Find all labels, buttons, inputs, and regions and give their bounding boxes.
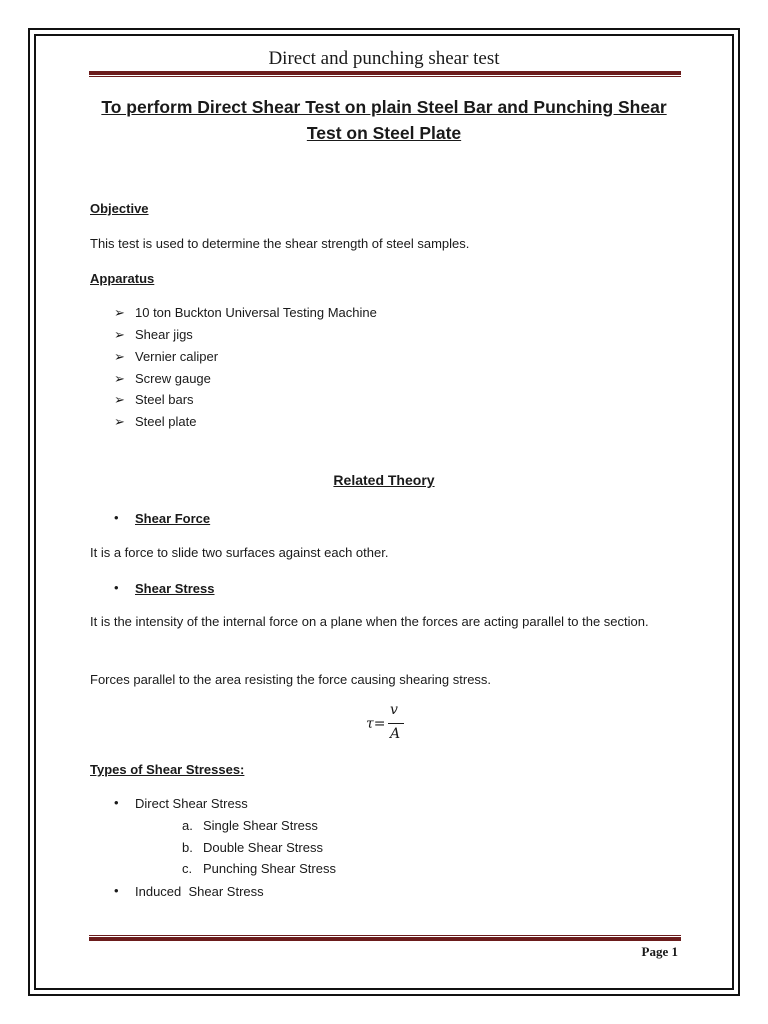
sub-item: Double Shear Stress	[203, 840, 323, 855]
direct-shear-item: Direct Shear Stress	[135, 796, 248, 811]
shear-stress-text-2: Forces parallel to the area resisting the force causing shearing stress.	[90, 672, 492, 687]
shear-force-text: It is a force to slide two surfaces against each other.	[90, 545, 389, 560]
objective-text: This test is used to determine the shear strength of steel samples.	[90, 236, 470, 251]
arrow-bullet-icon: ➢	[114, 414, 125, 429]
apparatus-item: Shear jigs	[135, 327, 193, 342]
arrow-bullet-icon: ➢	[114, 349, 125, 364]
induced-shear-item: Induced Shear Stress	[135, 884, 264, 899]
sub-marker: a.	[182, 818, 193, 833]
bullet-icon: •	[114, 795, 119, 810]
document-title	[90, 94, 678, 146]
footer-rule	[89, 934, 681, 941]
fraction-bar	[388, 723, 404, 724]
formula-denominator: A	[390, 726, 401, 742]
apparatus-item: 10 ton Buckton Universal Testing Machine	[135, 305, 377, 320]
apparatus-item: Steel plate	[135, 414, 197, 429]
title-line-1: To perform Direct Shear Test on plain Steel Bar and Punching Shear	[101, 97, 667, 117]
theory-heading: Related Theory	[333, 472, 435, 488]
formula-numerator: v	[390, 702, 398, 718]
sub-marker: b.	[182, 840, 193, 855]
sub-marker: c.	[182, 861, 193, 876]
apparatus-heading: Apparatus	[90, 271, 155, 286]
bullet-icon: •	[114, 510, 119, 525]
arrow-bullet-icon: ➢	[114, 392, 125, 407]
arrow-bullet-icon: ➢	[114, 327, 125, 342]
sub-item: Single Shear Stress	[203, 818, 318, 833]
arrow-bullet-icon: ➢	[114, 371, 125, 386]
sub-item: Punching Shear Stress	[203, 861, 336, 876]
shear-stress-formula	[360, 702, 420, 748]
bullet-icon: •	[114, 580, 119, 595]
formula-lhs: τ=	[366, 716, 386, 732]
header-rule	[89, 71, 681, 77]
page-number: Page 1	[641, 944, 678, 959]
types-heading: Types of Shear Stresses:	[90, 762, 245, 777]
arrow-bullet-icon: ➢	[114, 305, 125, 320]
shear-stress-text: It is the intensity of the internal force on a plane when the forces are acting parallel to the section.	[90, 614, 649, 629]
apparatus-item: Vernier caliper	[135, 349, 219, 364]
apparatus-item: Screw gauge	[135, 371, 211, 386]
objective-heading: Objective	[90, 201, 149, 216]
shear-force-heading: Shear Force	[135, 511, 211, 526]
title-line-2: Test on Steel Plate	[306, 123, 462, 143]
bullet-icon: •	[114, 883, 119, 898]
running-header: Direct and punching shear test	[268, 48, 500, 69]
apparatus-item: Steel bars	[135, 392, 194, 407]
shear-stress-heading: Shear Stress	[135, 581, 215, 596]
